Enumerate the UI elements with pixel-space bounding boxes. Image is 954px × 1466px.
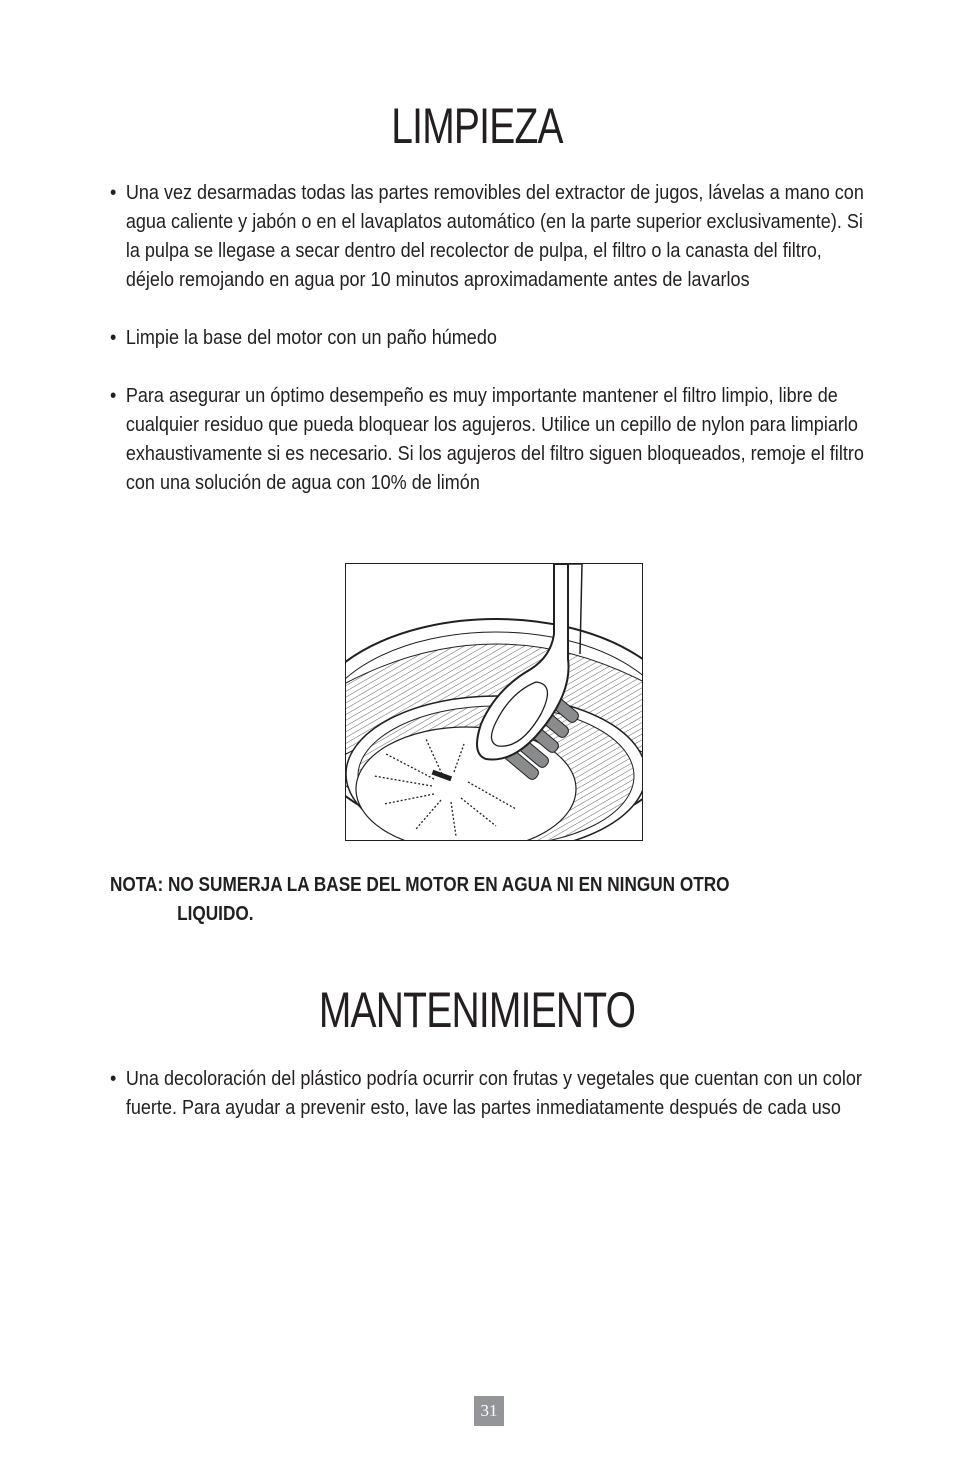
list-item [110, 1064, 865, 1122]
list-item [110, 178, 865, 294]
filter-cleaning-icon [346, 564, 643, 841]
list-item-text: Para asegurar un óptimo desempeño es muy importante mantener el filtro limpio, libre de cualquier residuo que pueda bloquear los agujeros. Utilice un cepillo de nylon para limpiarlo exhaustivamente si es necesario. Si los agujeros del filtro siguen bloqueados, remoje el filtro con una solución de agua con 10% de limón [125, 384, 864, 494]
bullet-icon: • [110, 1067, 117, 1090]
bullet-icon: • [110, 384, 117, 407]
mantenimiento-bullet-list [110, 1064, 890, 1122]
note-label: NOTA: [110, 874, 164, 896]
note-line-1: NO SUMERJA LA BASE DEL MOTOR EN AGUA NI EN NINGUN OTRO [167, 874, 730, 896]
bullet-icon: • [110, 181, 117, 204]
limpieza-bullet-list [110, 178, 890, 497]
section-title-mantenimiento: MANTENIMIENTO [318, 982, 636, 1038]
note-line-2: LIQUIDO. [177, 903, 254, 925]
list-item-text: Una decoloración del plástico podría ocurrir con frutas y vegetales que cuentan con un color fuerte. Para ayudar a prevenir esto, lave las partes inmediatamente después de cada uso [125, 1067, 862, 1119]
warning-note [110, 871, 832, 929]
bullet-icon: • [110, 326, 117, 349]
list-item [110, 381, 865, 497]
list-item-text: Una vez desarmadas todas las partes removibles del extractor de jugos, lávelas a mano con agua caliente y jabón o en el lavaplatos automático (en la parte superior exclusivamente). Si la pulpa se llegase a secar dentro del recolector de pulpa, el filtro o la canasta del filtro, déjelo remojando en agua por 10 minutos aproximadamente antes de lavarlos [125, 181, 864, 291]
list-item [110, 323, 865, 352]
section-title-limpieza: LIMPIEZA [391, 98, 563, 154]
list-item-text: Limpie la base del motor con un paño húmedo [125, 326, 497, 349]
filter-brush-illustration [345, 563, 643, 841]
page-number: 31 [474, 1396, 504, 1426]
